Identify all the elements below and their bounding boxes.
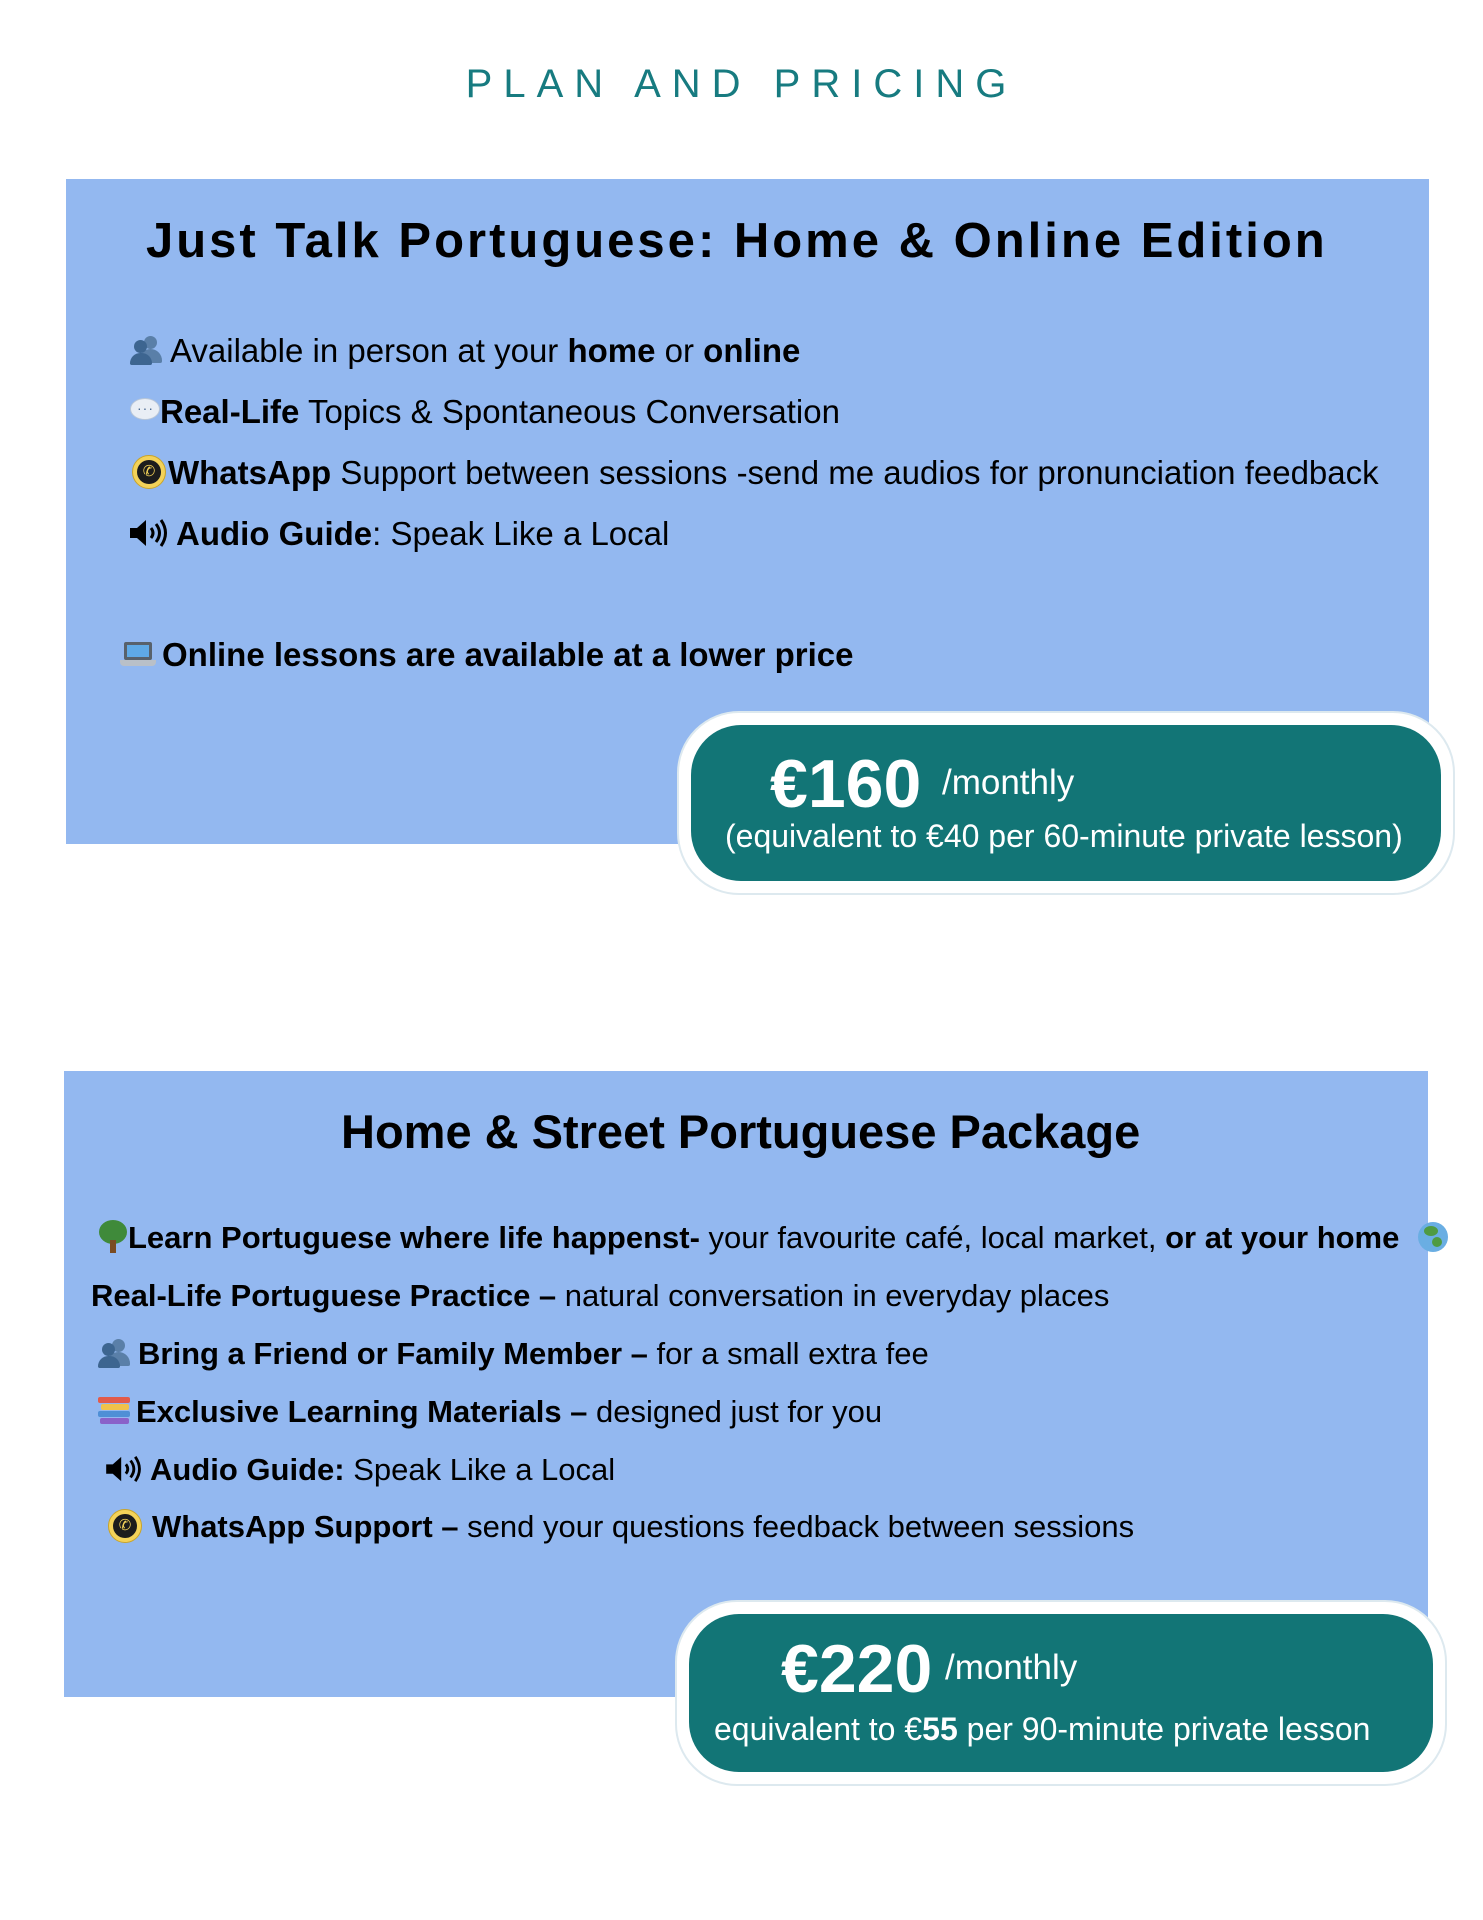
phone-icon: ✆ [108, 1509, 142, 1543]
feature-learning-materials: Exclusive Learning Materials – designed just for you [98, 1394, 882, 1430]
speaker-icon [128, 517, 170, 549]
feature-audio-guide: Audio Guide: Speak Like a Local [128, 515, 669, 553]
globe-icon [1418, 1222, 1448, 1252]
feature-in-person-online: Available in person at your home or online [130, 332, 800, 370]
feature-online-lower-price: Online lessons are available at a lower price [120, 636, 854, 674]
price-amount: €220 [781, 1631, 933, 1707]
people-icon [98, 1338, 132, 1368]
price-period: /monthly [942, 763, 1075, 802]
feature-whatsapp-support: ✆ WhatsApp Support – send your questions feedback between sessions [108, 1509, 1134, 1546]
feature-real-life-practice: Real-Life Portuguese Practice – natural conversation in everyday places [91, 1278, 1110, 1313]
price-pill [689, 1614, 1433, 1772]
feature-real-life-topics: ··· Real-Life Topics & Spontaneous Conversation [130, 393, 840, 431]
laptop-icon [120, 640, 156, 668]
feature-learn-where-life-happens: Learn Portuguese where life happenst- your favourite café, local market, or at your home [98, 1220, 1454, 1257]
feature-audio-guide: Audio Guide: Speak Like a Local [104, 1452, 615, 1488]
plan-title: Just Talk Portuguese: Home & Online Edition [146, 214, 1328, 268]
price-badge-plan-2 [675, 1600, 1447, 1786]
price-pill [691, 725, 1441, 881]
speaker-icon [104, 1454, 144, 1484]
plan-title: Home & Street Portuguese Package [341, 1105, 1141, 1158]
price-note: equivalent to €55 per 90-minute private lesson [714, 1711, 1371, 1747]
feature-bring-friend: Bring a Friend or Family Member – for a small extra fee [98, 1336, 929, 1372]
people-icon [130, 335, 164, 365]
speech-bubble-icon: ··· [130, 398, 160, 424]
price-period: /monthly [945, 1648, 1078, 1687]
price-amount: €160 [770, 746, 922, 822]
phone-icon: ✆ [132, 455, 166, 489]
price-badge-plan-1 [677, 711, 1455, 895]
feature-whatsapp-support: ✆ WhatsApp Support between sessions -send me audios for pronunciation feedback [132, 454, 1379, 492]
price-note: (equivalent to €40 per 60-minute private lesson) [725, 818, 1403, 854]
page-title: PLAN AND PRICING [465, 62, 1018, 106]
tree-icon [98, 1220, 128, 1254]
books-icon [98, 1396, 130, 1426]
